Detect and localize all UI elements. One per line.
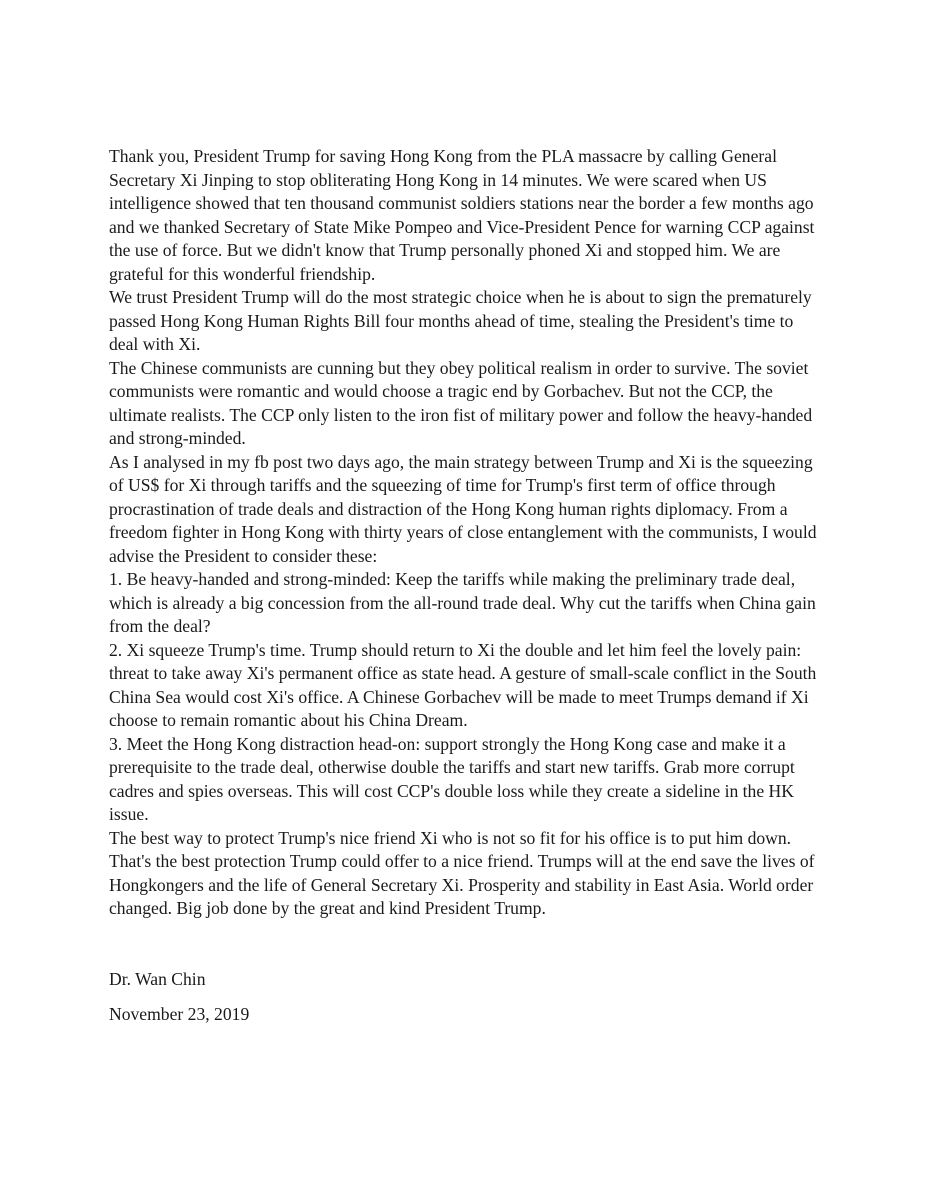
signature: Dr. Wan Chin <box>109 969 206 989</box>
letter-date: November 23, 2019 <box>109 1004 250 1024</box>
paragraph-thanks: Thank you, President Trump for saving Hong Kong from the PLA massacre by calling General Secretary Xi Jinping to stop obliterating Hong Kong in 14 minutes. We were scared when US intelligence showed that ten thousand communist soldiers stations near the border a few months ago and we thanked Secretary of State Mike Pompeo and Vice-President Pence for warning CCP against the use of force. But we didn't know that Trump personally phoned Xi and stopped him. We are grateful for this wonderful friendship. <box>109 146 815 284</box>
paragraph-advice-2: 2. Xi squeeze Trump's time. Trump should return to Xi the double and let him feel the lovely pain: threat to take away Xi's permanent office as state head. A gesture of small-scale conflict in the South China Sea would cost Xi's office. A Chinese Gorbachev will be made to meet Trumps demand if Xi choose to remain romantic about his China Dream. <box>109 639 817 730</box>
letter-body <box>109 145 821 921</box>
paragraph-advice-3: 3. Meet the Hong Kong distraction head-on: support strongly the Hong Kong case and make it a prerequisite to the trade deal, otherwise double the tariffs and start new tariffs. Grab more corrupt cadres and spies overseas. This will cost CCP's double loss while they create a sideline in the HK issue. <box>109 733 795 824</box>
paragraph-advice-1: 1. Be heavy-handed and strong-minded: Keep the tariffs while making the preliminary trade deal, which is already a big concession from the all-round trade deal. Why cut the tariffs when China gain from the deal? <box>109 569 816 636</box>
paragraph-realism: The Chinese communists are cunning but they obey political realism in order to survive. The soviet communists were romantic and would choose a tragic end by Gorbachev. But not the CCP, the ultimate realists. The CCP only listen to the iron fist of military power and follow the heavy-handed and strong-minded. <box>109 357 813 448</box>
paragraph-conclusion: The best way to protect Trump's nice friend Xi who is not so fit for his office is to put him down. That's the best protection Trump could offer to a nice friend. Trumps will at the end save the lives of Hongkongers and the life of General Secretary Xi. Prosperity and stability in East Asia. World order changed. Big job done by the great and kind President Trump. <box>109 827 815 918</box>
paragraph-strategy: As I analysed in my fb post two days ago, the main strategy between Trump and Xi is the squeezing of US$ for Xi through tariffs and the squeezing of time for Trump's first term of office through procrastination of trade deals and distraction of the Hong Kong human rights diplomacy. From a freedom fighter in Hong Kong with thirty years of close entanglement with the communists, I would advise the President to consider these: <box>109 451 817 566</box>
paragraph-trust: We trust President Trump will do the most strategic choice when he is about to sign the prematurely passed Hong Kong Human Rights Bill four months ahead of time, stealing the President's time to deal with Xi. <box>109 287 812 354</box>
